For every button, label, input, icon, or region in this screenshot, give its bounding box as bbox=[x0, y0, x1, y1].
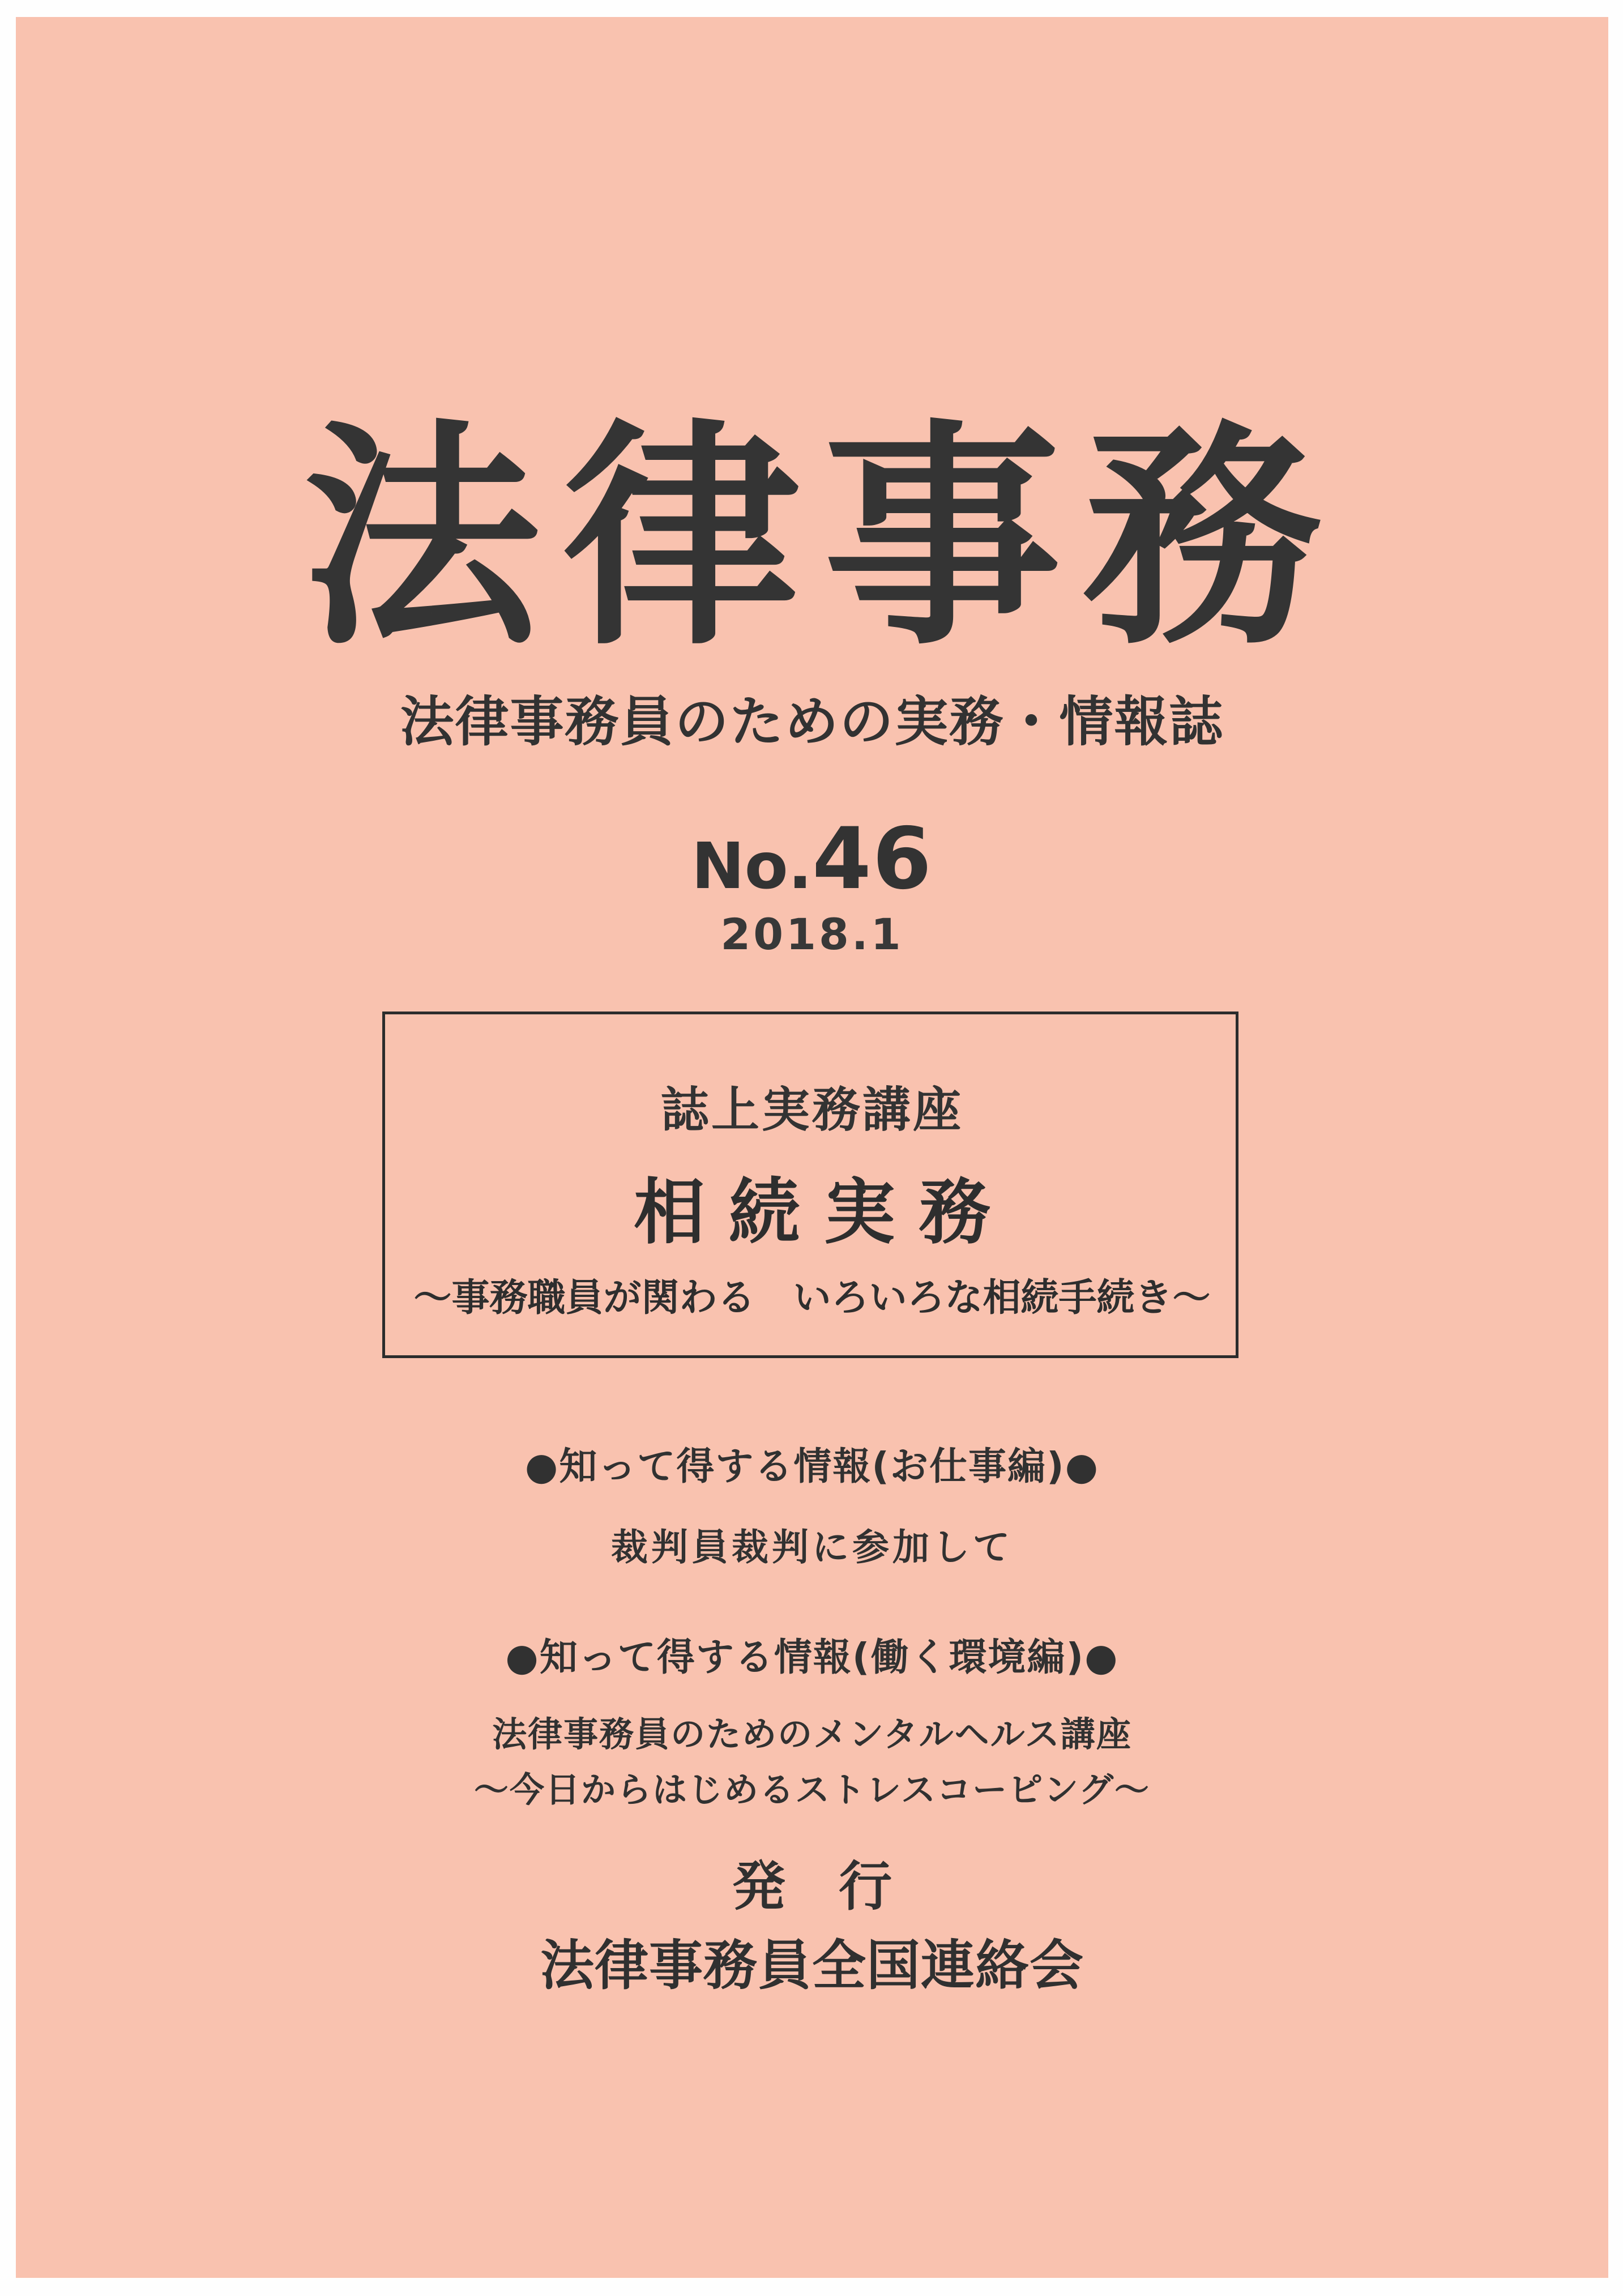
article-2-header: ●知って得する情報(働く環境編)● bbox=[505, 1635, 1119, 1679]
article-2-title-line2: ～今日からはじめるストレスコーピング～ bbox=[474, 1770, 1150, 1810]
issue-date: 2018.1 bbox=[720, 909, 904, 959]
article-1-header: ●知って得する情報(お仕事編)● bbox=[524, 1444, 1100, 1488]
issue-number-digits: 46 bbox=[812, 810, 933, 908]
feature-subheading: ～事務職員が関わる いろいろな相続手続き～ bbox=[413, 1275, 1211, 1320]
magazine-title: 法律事務 bbox=[302, 400, 1344, 677]
article-2-title-line1: 法律事務員のためのメンタルヘルス講座 bbox=[492, 1714, 1132, 1755]
article-1-title: 裁判員裁判に参加して bbox=[610, 1526, 1013, 1569]
magazine-subtitle: 法律事務員のための実務・情報誌 bbox=[400, 691, 1224, 753]
publisher-name: 法律事務員全国連絡会 bbox=[540, 1935, 1084, 1997]
feature-heading: 相続実務 bbox=[634, 1171, 1014, 1254]
issue-number bbox=[16, 810, 1608, 908]
feature-kicker: 誌上実務講座 bbox=[660, 1082, 963, 1138]
issue-no-label: No. bbox=[691, 830, 813, 903]
publisher-label: 発 行 bbox=[732, 1856, 892, 1918]
